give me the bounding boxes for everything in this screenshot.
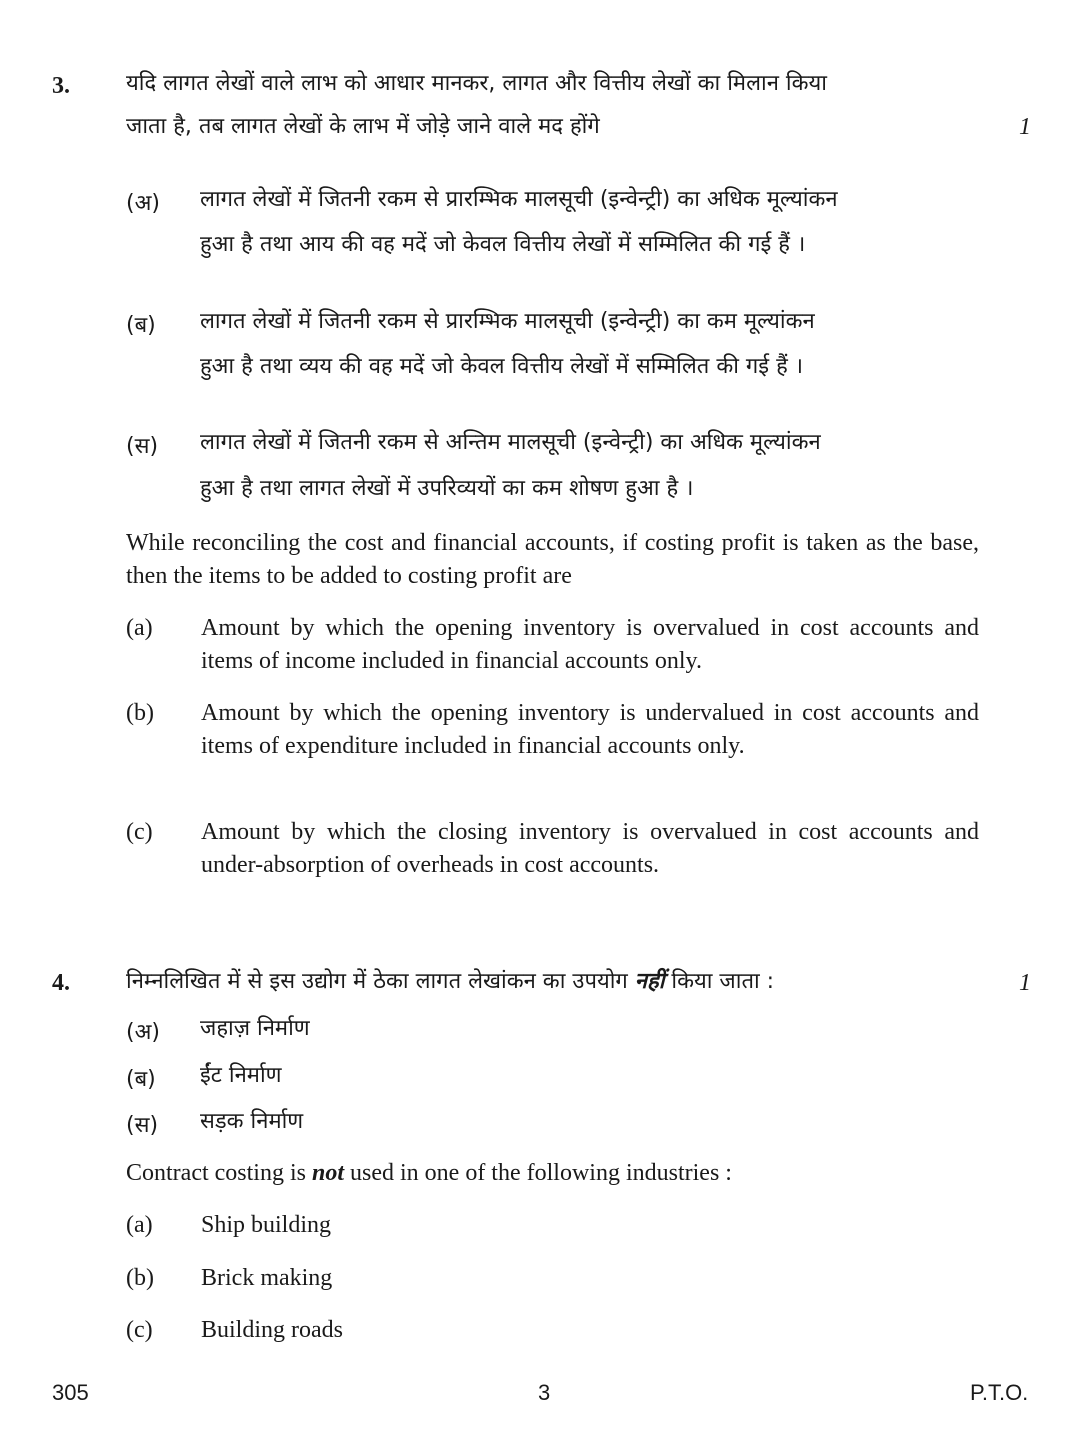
question-stem-hindi xyxy=(126,958,774,1005)
stem-text: निम्नलिखित में से इस उद्योग में ठेका लागत लेखांकन का उपयोग xyxy=(126,969,635,994)
question-stem-english: While reconciling the cost and financial accounts, if costing profit is taken as the base, then the items to be added to costing profit are xyxy=(126,530,979,589)
option-text-line: हुआ है तथा आय की वह मदें जो केवल वित्तीय लेखों में सम्मिलित की गई हैं । xyxy=(200,232,806,257)
question-stem-english xyxy=(126,1157,732,1190)
option-label: (अ) xyxy=(126,191,160,216)
option-label: (a) xyxy=(126,615,153,641)
option-label: (c) xyxy=(126,1317,153,1343)
page-number: 3 xyxy=(538,1380,551,1405)
emph-word: not xyxy=(311,1160,344,1186)
option-text: सड़क निर्माण xyxy=(200,1109,304,1134)
option-label: (b) xyxy=(126,1265,154,1291)
option-label: (ब) xyxy=(126,1067,156,1092)
stem-text: Contract costing is xyxy=(126,1160,312,1186)
stem-text: किया जाता : xyxy=(664,969,775,994)
option-text-line: लागत लेखों में जितनी रकम से प्रारम्भिक मालसूची (इन्वेन्ट्री) का अधिक मूल्यांकन xyxy=(200,187,838,212)
option-text-line: लागत लेखों में जितनी रकम से प्रारम्भिक मालसूची (इन्वेन्ट्री) का कम मूल्यांकन xyxy=(200,309,815,334)
option-text: Amount by which the opening inventory is undervalued in cost accounts and items of expenditure included in financial accounts only. xyxy=(201,700,979,759)
option-label: (a) xyxy=(126,1212,153,1238)
option-text: ईंट निर्माण xyxy=(200,1063,282,1088)
option-label: (स) xyxy=(126,434,159,459)
stem-text: used in one of the following industries : xyxy=(344,1160,732,1186)
emph-word: नहीं xyxy=(634,969,665,994)
option-label: (b) xyxy=(126,700,154,726)
option-text: Brick making xyxy=(201,1265,333,1291)
option-label: (ब) xyxy=(126,313,156,338)
option-text: Building roads xyxy=(201,1317,343,1343)
option-text: जहाज़ निर्माण xyxy=(200,1016,310,1041)
option-text: Amount by which the opening inventory is overvalued in cost accounts and items of income included in financial accounts only. xyxy=(201,615,979,674)
question-number: 3. xyxy=(52,73,70,99)
option-text-line: लागत लेखों में जितनी रकम से अन्तिम मालसूची (इन्वेन्ट्री) का अधिक मूल्यांकन xyxy=(200,430,821,455)
marks: 1 xyxy=(1019,970,1031,996)
question-stem-hindi-line-1: यदि लागत लेखों वाले लाभ को आधार मानकर, लागत और वित्तीय लेखों का मिलान किया xyxy=(126,71,827,96)
paper-code: 305 xyxy=(52,1380,89,1405)
option-label: (स) xyxy=(126,1113,159,1138)
option-label: (c) xyxy=(126,819,153,845)
option-text: Ship building xyxy=(201,1212,332,1238)
question-stem-hindi-line-2: जाता है, तब लागत लेखों के लाभ में जोड़े जाने वाले मद होंगे xyxy=(126,114,600,139)
option-text-line: हुआ है तथा व्यय की वह मदें जो केवल वित्तीय लेखों में सम्मिलित की गई हैं । xyxy=(200,354,804,379)
option-text-line: हुआ है तथा लागत लेखों में उपरिव्ययों का कम शोषण हुआ है । xyxy=(200,476,694,501)
question-number: 4. xyxy=(52,970,70,996)
option-text: Amount by which the closing inventory is overvalued in cost accounts and under-absorption of overheads in cost accounts. xyxy=(201,819,979,878)
option-label: (अ) xyxy=(126,1020,160,1045)
marks: 1 xyxy=(1019,114,1031,140)
pto-label: P.T.O. xyxy=(970,1380,1029,1405)
